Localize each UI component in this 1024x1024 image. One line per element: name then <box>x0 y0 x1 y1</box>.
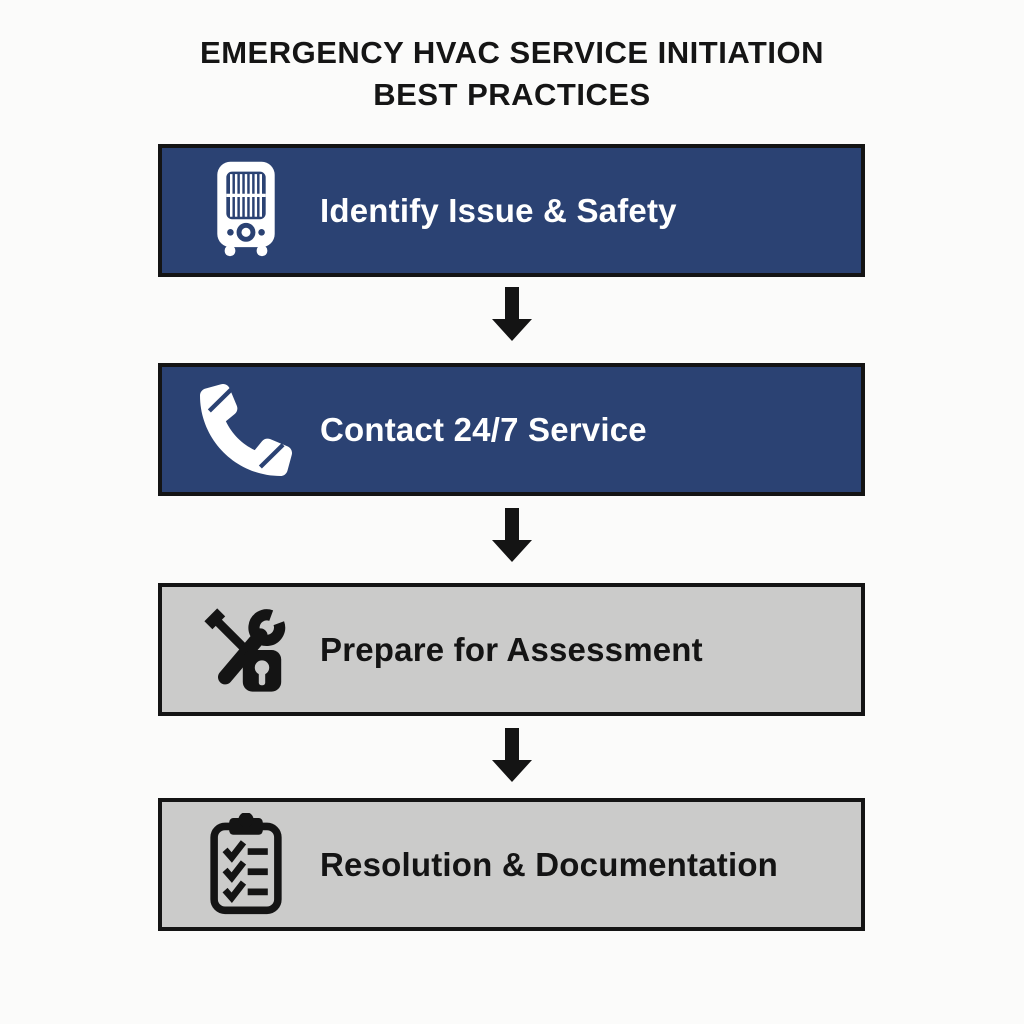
page-title <box>0 32 1024 116</box>
step-identify-issue-safety <box>158 144 865 277</box>
phone-handset-icon <box>196 384 296 476</box>
clipboard-checklist-icon <box>196 813 296 917</box>
down-arrow-icon <box>492 287 532 341</box>
step-resolution-documentation <box>158 798 865 931</box>
hvac-heater-unit-icon <box>196 160 296 262</box>
step-label: Identify Issue & Safety <box>320 191 677 229</box>
step-contact-247-service <box>158 363 865 496</box>
down-arrow-icon <box>492 728 532 782</box>
page-title-line1: EMERGENCY HVAC SERVICE INITIATION <box>200 35 824 70</box>
step-prepare-for-assessment <box>158 583 865 716</box>
down-arrow-icon <box>492 508 532 562</box>
step-label: Contact 24/7 Service <box>320 410 647 448</box>
step-label: Resolution & Documentation <box>320 845 779 883</box>
tools-lock-icon <box>196 602 296 698</box>
page-title-line2: BEST PRACTICES <box>373 77 651 112</box>
step-label: Prepare for Assessment <box>320 630 703 668</box>
